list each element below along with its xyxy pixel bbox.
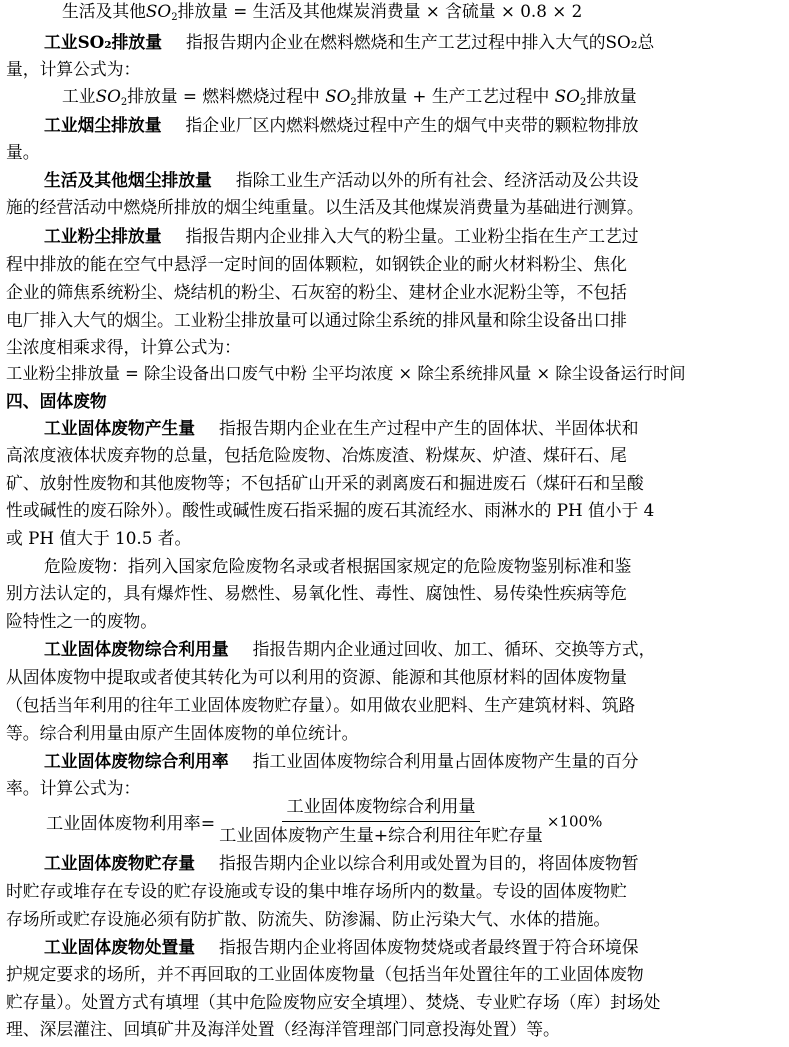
- formula-industrial-dust: 工业粉尘排放量 = 除尘设备出口废气中粉 尘平均浓度 × 除尘系统排风量 × 除尘设备运行时间: [6, 364, 686, 383]
- paragraph-domestic-smoke: 生活及其他烟尘排放量 指除工业生产活动以外的所有社会、经济活动及公共设: [44, 170, 639, 190]
- paragraph-industrial-smoke: 工业烟尘排放量 指企业厂区内燃料燃烧过程中产生的烟气中夹带的颗粒物排放: [44, 115, 639, 135]
- term-storage-amount: 工业固体废物贮存量: [44, 853, 196, 873]
- section-heading-solid-waste: 四、固体废物: [6, 391, 107, 411]
- formula-domestic-so2: 生活及其他$SO_2$排放量 = 生活及其他煤炭消费量 × 含硫量 × 0.8 × 2: [62, 1, 583, 23]
- paragraph-hazardous-waste: 危险废物：指列入国家危险废物名录或者根据国家规定的危险废物鉴别标准和鉴: [44, 556, 632, 576]
- term-domestic-smoke: 生活及其他烟尘排放量: [44, 170, 212, 190]
- term-industrial-dust: 工业粉尘排放量: [44, 226, 162, 246]
- paragraph-utilization-rate: 工业固体废物综合利用率 指工业固体废物综合利用量占固体废物产生量的百分: [44, 751, 639, 771]
- term-industrial-so2: 工业SO₂排放量: [44, 32, 162, 52]
- document-page: 生活及其他$SO_2$排放量 = 生活及其他煤炭消费量 × 含硫量 × 0.8 × 2 工业SO₂排放量 指报告期内企业在燃料燃烧和生产工艺过程中排入大气的SO₂总 量，计算公式为： 工业$SO_2$排放量 = 燃料燃烧过程中 $SO_2$排放量 + 生产工艺过程中 $SO_2$排放量 工业烟尘排放量 指企业厂区内燃料燃烧过程中产生的烟气中夹带的颗粒物排放 量。 生活及其他烟尘排放量 指除工业生产活动以外的所有社会、经济活动及公共设 施的经营活动中燃烧所排放的烟尘纯重量。以生活及其他煤炭消费量为基础进行测算。 工业粉尘排放量 指报告期内企业排入大气的粉尘量。工业粉尘指在生产工艺过 程中排放的能在空气中悬浮一定时间的固体颗粒，如钢铁企业的耐火材料粉尘、焦化 企业的筛焦系统粉尘、烧结机的粉尘、石灰窑的粉尘、建材企业水泥粉尘等，不包括 电厂排入大气的烟尘。工业粉尘排放量可以通过除尘系统的排风量和除尘设备出口排 尘浓度相乘求得，计算公式为： 工业粉尘排放量 = 除尘设备出口废气中粉 尘平均浓度 × 除尘系统排风量 × 除尘设备运行时间 四、固体废物 工业固体废物产生量 指报告期内企业在生产过程中产生的固体状、半固体状和 高浓度液体状废弃物的总量，包括危险废物、冶炼废渣、粉煤灰、炉渣、煤矸石、尾 矿、放射性废物和其他废物等；不包括矿山开采的剥离废石和掘进废石（煤矸石和呈酸 性或碱性的废石除外）。酸性或碱性废石指采掘的废石其流经水、雨淋水的 PH 值小于 4 或 PH 值大于 10.5 者。 危险废物：指列入国家危险废物名录或者根据国家规定的危险废物鉴别标准和鉴 别方法认定的，具有爆炸性、易燃性、易氧化性、毒性、腐蚀性、易传染性疾病等危 险特性之一的废物。 工业固体废物综合利用量 指报告期内企业通过回收、加工、循环、交换等方式， 从固体废物中提取或者使其转化为可以利用的资源、能源和其他原材料的固体废物量 （包括当年利用的往年工业固体废物贮存量）。如用做农业肥料、生产建筑材料、筑路 等。综合利用量由原产生固体废物的单位统计。 工业固体废物综合利用率 指工业固体废物综合利用量占固体废物产生量的百分 率。计算公式为： 工业固体废物利用率= $\frac{\text{工业固体废物综合利用量}}{\text{工业固体废物产生量+综合利用往年贮存量}}$ ×100% 工业固体废物贮存量 指报告期内企业以综合利用或处置为目的，将固体废物暂 时贮存或堆存在专设的贮存设施或专设的集中堆存场所内的数量。专设的固体废物贮 存场所或贮存设施必须有防扩散、防流失、防渗漏、防止污染大气、水体的措施。 工业固体废物处置量 指报告期内企业将固体废物焚烧或者最终置于符合环境保 护规定要求的场所，并不再回取的工业固体废物量（包括当年处置往年的工业固体废物 贮存量）。处置方式有填埋（其中危险废物应安全填埋）、焚烧、专业贮存场（库）封场处 理、深层灌注、回填矿井及海洋处置（经海洋管理部门同意投海处置）等。: [0, 0, 789, 1047]
- paragraph-industrial-so2: 工业SO₂排放量 指报告期内企业在燃料燃烧和生产工艺过程中排入大气的SO₂总: [44, 32, 655, 52]
- formula-utilization-rate: 工业固体废物利用率= $\frac{\text{工业固体废物综合利用量}}{\text{工业固体废物产生量+综合利用往年贮存量}}$ ×100%: [46, 797, 603, 846]
- paragraph-disposal-amount: 工业固体废物处置量 指报告期内企业将固体废物焚烧或者最终置于符合环境保: [44, 937, 639, 957]
- fraction-numerator: 工业固体废物综合利用量: [282, 796, 479, 822]
- term-solid-waste-generated: 工业固体废物产生量: [44, 418, 196, 438]
- term-hazardous-waste: 危险废物：: [44, 556, 128, 576]
- term-utilization-rate: 工业固体废物综合利用率: [44, 751, 229, 771]
- fraction-denominator: 工业固体废物产生量+综合利用往年贮存量: [219, 826, 543, 846]
- paragraph-utilization-amount: 工业固体废物综合利用量 指报告期内企业通过回收、加工、循环、交换等方式，: [44, 639, 656, 659]
- paragraph-storage-amount: 工业固体废物贮存量 指报告期内企业以综合利用或处置为目的，将固体废物暂: [44, 853, 639, 873]
- term-industrial-smoke: 工业烟尘排放量: [44, 115, 162, 135]
- formula-industrial-so2: 工业$SO_2$排放量 = 燃料燃烧过程中 $SO_2$排放量 + 生产工艺过程中 $SO_2$排放量: [62, 86, 637, 108]
- paragraph-solid-waste-generated: 工业固体废物产生量 指报告期内企业在生产过程中产生的固体状、半固体状和: [44, 418, 639, 438]
- paragraph-industrial-dust: 工业粉尘排放量 指报告期内企业排入大气的粉尘量。工业粉尘指在生产工艺过: [44, 226, 639, 246]
- fraction: [215, 796, 547, 847]
- term-utilization-amount: 工业固体废物综合利用量: [44, 639, 229, 659]
- term-disposal-amount: 工业固体废物处置量: [44, 937, 196, 957]
